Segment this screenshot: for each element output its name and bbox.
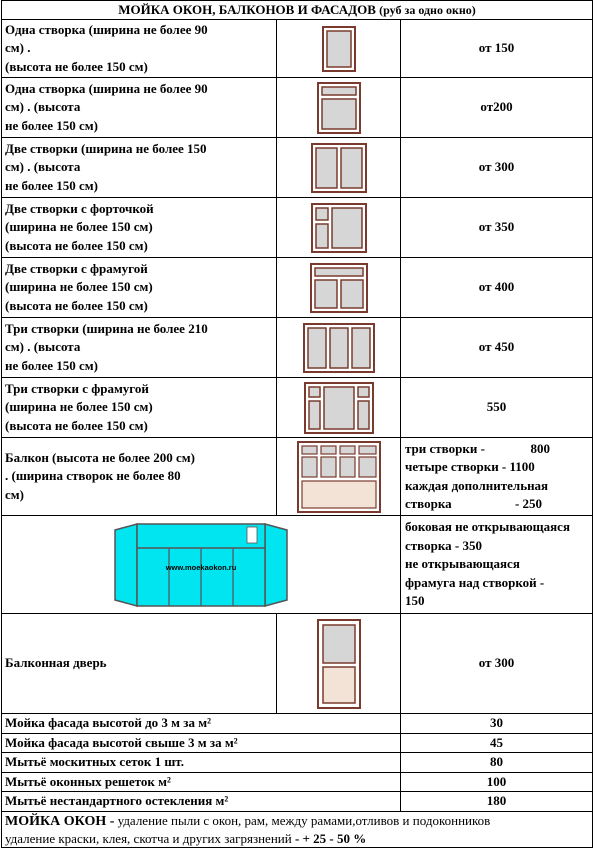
glazing-prices: боковая не открывающаяся створка - 350 не открывающаяся фрамуга над створкой - 150 [401,516,593,614]
balcony-prices: три створки - 800 четыре створки - 1100 каждая дополнительная створка - 250 [401,438,593,516]
row-price: от 150 [401,20,593,78]
one-sash-window-icon [322,26,356,72]
balcony-door-label: Балконная дверь [2,614,277,714]
table-row [2,258,593,318]
three-sash-window-icon [303,323,375,373]
balcony-glazing-icon [111,520,291,610]
two-sash-transom-window-icon [310,263,368,313]
price-table [1,0,593,848]
table-row [2,198,593,258]
price-list [1,0,592,848]
two-sash-vent-window-icon [311,203,367,253]
two-sash-window-icon [311,143,367,193]
row-description: Две створки (ширина не более 150 см) . (высота не более 150 см) [2,138,277,198]
balcony-door-icon [317,619,361,709]
service-row: Мытьё нестандартного остекления м² 180 [2,792,593,812]
service-row: Мытьё москитных сеток 1 шт. 80 [2,753,593,773]
service-row: Мойка фасада высотой до 3 м за м² 30 [2,714,593,734]
footer-row [2,811,593,847]
table-row [2,78,593,138]
balcony-description: Балкон (высота не более 200 см) . (ширина створок не более 80 см) [2,438,277,516]
balcony-glazing-image [2,516,401,614]
row-description: Три створки (ширина не более 210 см) . (высота не более 150 см) [2,318,277,378]
page-title: МОЙКА ОКОН, БАЛКОНОВ И ФАСАДОВ (руб за одно окно) [2,1,593,20]
one-sash-transom-window-icon [317,82,361,134]
row-price: от 450 [401,318,593,378]
service-row: Мойка фасада высотой свыше 3 м за м² 45 [2,733,593,753]
footer-note: МОЙКА ОКОН - удаление пыли с окон, рам, между рамами,отливов и подоконников удаление краски, клея, скотча и других загрязнений - + 25 - 50 % [2,811,593,847]
service-row: Мытьё оконных решеток м² 100 [2,772,593,792]
row-description: Три створки с фрамугой (ширина не более 150 см) (высота не более 150 см) [2,378,277,438]
table-row [2,138,593,198]
row-price: от 350 [401,198,593,258]
row-description: Две створки с форточкой (ширина не более 150 см) (высота не более 150 см) [2,198,277,258]
row-price: от 400 [401,258,593,318]
table-row [2,438,593,516]
watermark-text: www.moekaokon.ru [165,562,237,572]
title-row [2,1,593,20]
table-row [2,318,593,378]
row-description: Одна створка (ширина не более 90 см) . (высота не более 150 см) [2,78,277,138]
three-sash-transom-window-icon [304,382,374,434]
row-price: от200 [401,78,593,138]
table-row [2,378,593,438]
table-row [2,614,593,714]
row-price: от 300 [401,138,593,198]
row-price: 550 [401,378,593,438]
row-description: Одна створка (ширина не более 90 см) . (высота не более 150 см) [2,20,277,78]
balcony-door-price: от 300 [401,614,593,714]
row-description: Две створки с фрамугой (ширина не более 150 см) (высота не более 150 см) [2,258,277,318]
table-row [2,20,593,78]
balcony-block-icon [297,441,381,513]
table-row [2,516,593,614]
